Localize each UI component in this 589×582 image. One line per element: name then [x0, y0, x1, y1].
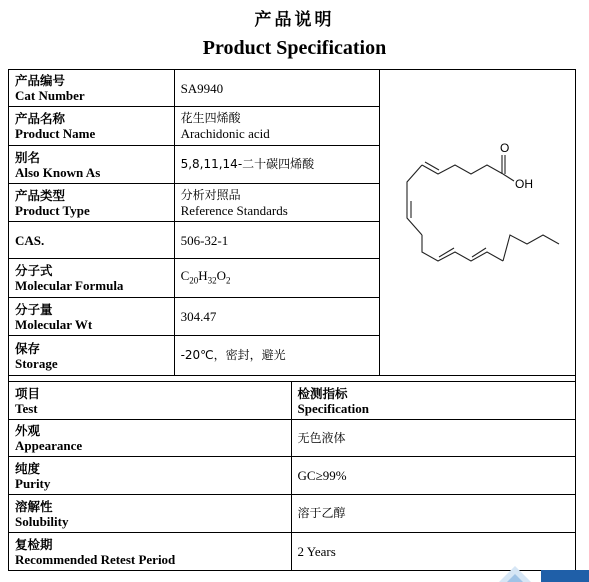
label-cn: 分子量 [15, 301, 53, 317]
alias-value: 5,8,11,14-二十碳四烯酸 [180, 157, 315, 172]
product-info-table [8, 69, 576, 376]
test-value-cell [291, 420, 575, 457]
header-spec-cell [291, 382, 575, 420]
chain-tail [503, 235, 559, 261]
test-label-en: Appearance [15, 438, 83, 453]
storage-value: -20℃，密封，避光 [180, 348, 286, 363]
label-en: Product Name [15, 126, 96, 142]
formula-o: O [216, 267, 227, 283]
label-cell [9, 297, 175, 336]
label-cell [9, 336, 175, 376]
solubility-value: 溶于乙醇 [297, 506, 346, 520]
test-value-cell [291, 457, 575, 495]
double-bond-5 [425, 162, 439, 170]
page-title-en: Product Specification [202, 37, 387, 59]
c-oh-bond [503, 174, 514, 181]
test-label-cell [9, 533, 292, 571]
arachidonic-acid-structure [380, 70, 574, 370]
table-header-row [9, 382, 576, 420]
product-type-cn: 分析对照品 [180, 187, 241, 202]
formula-h: H [198, 267, 208, 283]
label-en: CAS. [15, 232, 45, 248]
page-title-cn: 产品说明 [254, 10, 335, 30]
value-cell [174, 70, 379, 107]
value-cell [174, 297, 379, 336]
label-en: Also Known As [15, 164, 101, 180]
value-cell [174, 107, 379, 146]
label-cn: 分子式 [15, 263, 53, 279]
double-bond-14 [472, 248, 486, 257]
label-cell [9, 145, 175, 184]
label-en: Molecular Wt [15, 316, 93, 332]
test-label-en: Recommended Retest Period [15, 551, 176, 567]
cat-number-value: SA9940 [180, 80, 224, 96]
header-test-cn: 项目 [15, 385, 41, 401]
header-test-cell [9, 382, 292, 420]
test-label-cn: 外观 [15, 423, 41, 438]
hydroxyl-label: OH [514, 177, 533, 191]
test-label-cell [9, 420, 292, 457]
product-name-en: Arachidonic acid [180, 126, 270, 142]
formula-o-sub: 2 [226, 275, 231, 286]
oxygen-label: O [499, 141, 510, 155]
label-en: Cat Number [15, 88, 85, 104]
chain-segment-3 [422, 235, 503, 261]
value-cell [174, 221, 379, 258]
header-test-en: Test [15, 400, 38, 416]
appearance-value: 无色液体 [297, 430, 346, 445]
watermark-logo [489, 548, 589, 582]
label-cell [9, 107, 175, 146]
label-cn: 保存 [15, 340, 41, 356]
value-cell [174, 259, 379, 298]
test-label-cell [9, 495, 292, 533]
label-en: Storage [15, 355, 58, 371]
double-bond-11 [439, 248, 454, 257]
label-cell [9, 184, 175, 221]
section-spacer [8, 371, 576, 381]
table-row [9, 70, 576, 107]
header-spec-en: Specification [297, 400, 370, 416]
test-label-cell [9, 457, 292, 495]
table-row [9, 495, 576, 533]
label-en: Product Type [15, 202, 90, 218]
label-cn: 产品名称 [15, 111, 66, 127]
value-cell [174, 184, 379, 221]
formula-c: C [180, 267, 190, 283]
label-cn: 产品编号 [15, 73, 66, 89]
label-cell [9, 70, 175, 107]
test-label-cn: 复检期 [15, 536, 53, 552]
cas-value: 506-32-1 [180, 232, 229, 248]
product-name-cn: 花生四烯酸 [180, 111, 241, 126]
test-spec-table [8, 381, 576, 571]
label-cn: 别名 [15, 149, 41, 165]
formula-h-sub: 32 [207, 275, 217, 286]
label-en: Molecular Formula [15, 278, 124, 294]
table-row [9, 420, 576, 457]
purity-value: GC≥99% [297, 468, 347, 483]
chain-segment-1 [422, 165, 503, 174]
test-label-en: Purity [15, 475, 51, 491]
molecular-formula-value [181, 268, 373, 289]
retest-period-value: 2 Years [297, 544, 336, 559]
test-label-cn: 溶解性 [15, 498, 53, 514]
product-type-en: Reference Standards [180, 202, 288, 218]
table-row [9, 457, 576, 495]
label-cell [9, 259, 175, 298]
test-label-cn: 纯度 [15, 460, 41, 476]
chain-segment-2 [407, 165, 422, 235]
header-spec-cn: 检测指标 [297, 385, 348, 401]
label-cell [9, 221, 175, 258]
test-label-en: Solubility [15, 513, 69, 529]
value-cell [174, 336, 379, 376]
label-cn: 产品类型 [15, 187, 66, 203]
structure-cell [379, 70, 575, 376]
value-cell [174, 145, 379, 184]
test-value-cell [291, 495, 575, 533]
formula-c-sub: 20 [189, 275, 199, 286]
molecular-weight-value: 304.47 [180, 309, 217, 325]
